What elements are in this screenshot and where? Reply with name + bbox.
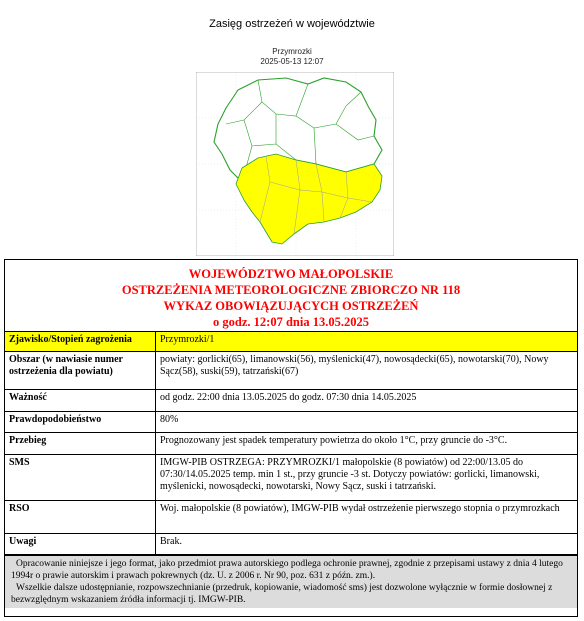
row-value: Przymrozki/1 [156, 332, 578, 351]
row-value: 80% [156, 411, 578, 432]
row-label: Przebieg [5, 432, 156, 454]
map-title: Zasięg ostrzeżeń w województwie [209, 18, 375, 30]
row-label: Obszar (w nawiasie numer ostrzeżenia dla powiatu) [5, 351, 156, 389]
warning-map [196, 72, 394, 256]
map-phenomenon: Przymrozki [272, 47, 312, 56]
row-value: Prognozowany jest spadek temperatury powietrza do około 1°C, przy gruncie do -3°C. [156, 432, 578, 454]
row-label: Ważność [5, 389, 156, 411]
row-label: Prawdopodobieństwo [5, 411, 156, 432]
redistribution-text: Wszelkie dalsze udostępnianie, rozpowszechnianie (przedruk, kopiowanie, wiadomość sms) jest dozwolone wyłącznie w formie dosłownej z bezwzględnym wskazaniem źródła informacji tj. IMGW-PIB. [11, 582, 553, 605]
header-bulletin: OSTRZEŻENIA METEOROLOGICZNE ZBIORCZO NR 118 [121, 283, 461, 297]
warning-sheet [4, 259, 578, 617]
row-value: powiaty: gorlicki(65), limanowski(56), myślenicki(47), nowosądecki(65), nowotarski(70), Nowy Sącz(58), suski(59), tatrzański(67) [156, 351, 578, 389]
map-timestamp: 2025-05-13 12:07 [260, 57, 324, 66]
table-row [5, 500, 577, 533]
warning-table [5, 332, 577, 555]
table-row [5, 332, 577, 351]
row-label: Uwagi [5, 533, 156, 554]
header-voivodeship: WOJEWÓDZTWO MAŁOPOLSKIE [188, 267, 394, 281]
table-row [5, 411, 577, 432]
table-row [5, 533, 577, 554]
row-label: SMS [5, 454, 156, 500]
row-value: Brak. [156, 533, 578, 554]
row-value: od godz. 22:00 dnia 13.05.2025 do godz. 07:30 dnia 14.05.2025 [156, 389, 578, 411]
header-time: o godz. 12:07 dnia 13.05.2025 [213, 315, 369, 329]
copyright-text: Opracowanie niniejsze i jego format, jako przedmiot prawa autorskiego podlega ochronie prawnej, zgodnie z przepisami ustawy z dnia 4 lutego 1994r o prawie autorskim i prawach pokrewnych (dz. U. z 2006 r. Nr 90, poz. 631 z późn. zm.). [11, 558, 563, 581]
copyright-footer [5, 555, 577, 608]
table-row [5, 454, 577, 500]
table-row [5, 432, 577, 454]
table-row [5, 389, 577, 411]
row-value: IMGW-PIB OSTRZEGA: PRZYMROZKI/1 małopolskie (8 powiatów) od 22:00/13.05 do 07:30/14.05.2025 temp. min 1 st., przy gruncie -3 st. Dotyczy powiatów: gorlicki, limanowski, myślenicki, nowosądecki, nowotarski, Nowy Sącz, suski i tatrzański. [156, 454, 578, 500]
header-list: WYKAZ OBOWIĄZUJĄCYCH OSTRZEŻEŃ [163, 299, 419, 313]
table-row [5, 351, 577, 389]
row-label: Zjawisko/Stopień zagrożenia [5, 332, 156, 351]
warning-header [5, 260, 577, 332]
row-value: Woj. małopolskie (8 powiatów), IMGW-PIB wydał ostrzeżenie pierwszego stopnia o przymrozkach [156, 500, 578, 533]
row-label: RSO [5, 500, 156, 533]
